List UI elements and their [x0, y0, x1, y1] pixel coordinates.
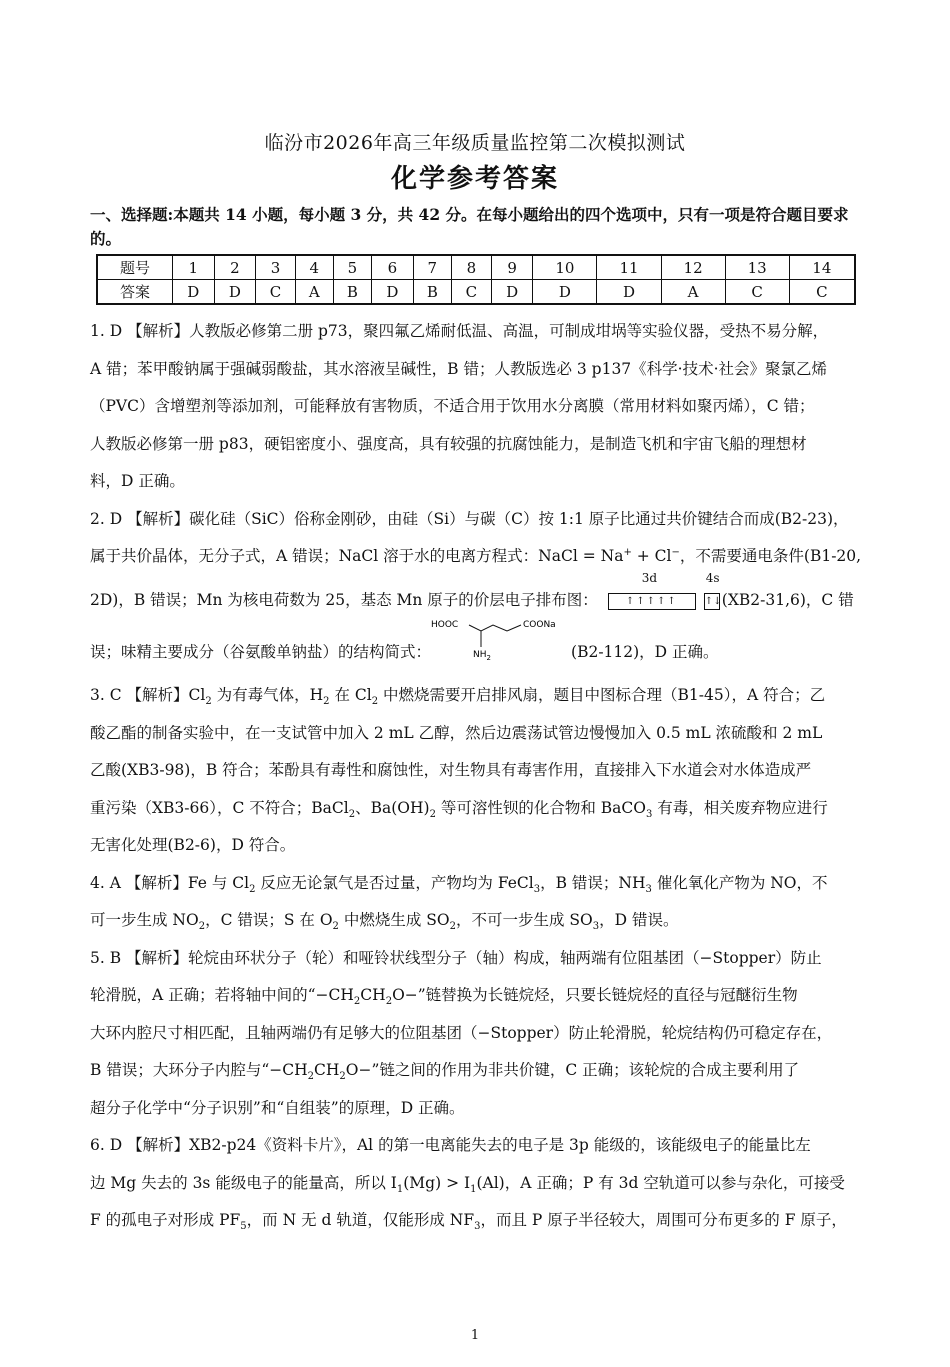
explanations [90, 313, 862, 1240]
table-cell: 4 [295, 255, 333, 280]
table-cell: 11 [597, 255, 661, 280]
table-cell: 13 [725, 255, 789, 280]
table-cell: B [413, 280, 451, 305]
table-cell: 8 [452, 255, 492, 280]
table-cell: D [491, 280, 533, 305]
table-cell: 10 [533, 255, 597, 280]
text-run: ，而 N 无 d 轨道，仅能形成 NF [246, 1211, 475, 1229]
subscript: 3 [533, 883, 541, 895]
text-line [90, 865, 862, 903]
text-run: 2D)，B 错误；Mn 为核电荷数为 25，基态 Mn 原子的价层电子排布图： [90, 590, 598, 609]
text-run: 为有毒气体，H [211, 686, 324, 704]
text-run: 重污染（XB3-66），C 不符合；BaCl [90, 798, 349, 817]
text-line: 人教版必修第一册 p83，硬铝密度小、强度高，具有较强的抗腐蚀能力，是制造飞机和宇宙飞船的理想材 [90, 434, 807, 453]
text-line: 6. D 【解析】XB2-p24《资料卡片》，Al 的第一电离能失去的电子是 3p 能级的，该能级电子的能量比左 [90, 1136, 811, 1154]
text-line [90, 620, 862, 675]
subscript: 2 [249, 883, 256, 895]
text-run: 4. A 【解析】Fe 与 Cl [90, 873, 250, 892]
text-run: ，B 错误；NH [540, 873, 646, 892]
text-run: (Mg) > I [403, 1173, 471, 1192]
subscript: 2 [198, 921, 206, 933]
text-run: F 的孤电子对形成 PF [90, 1211, 241, 1229]
text-run: ，不需要通电条件(B1-20, [679, 547, 862, 565]
subscript: 2 [323, 696, 330, 708]
table-cell: C [725, 280, 789, 305]
table-cell: 2 [214, 255, 256, 280]
table-cell: A [295, 280, 333, 305]
text-run: ，不可一步生成 SO [455, 911, 593, 929]
text-run: CH [313, 1061, 340, 1079]
table-cell: 3 [256, 255, 296, 280]
text-line [90, 677, 862, 715]
subscript: 2 [339, 1071, 346, 1083]
text-run: ，D 错误。 [599, 911, 679, 929]
exam-title: 临汾市2026年高三年级质量监控第二次模拟测试 [264, 132, 686, 154]
text-run: O−”链之间的作用为非共价键，C 正确；该轮烷的合成主要利用了 [345, 1061, 800, 1079]
table-cell: D [214, 280, 256, 305]
explanation-q5 [90, 940, 862, 1128]
orbital-box-4s: ↑↓ [704, 593, 720, 610]
subscript: 2 [449, 921, 456, 933]
table-cell: 9 [491, 255, 533, 280]
subscript: 2 [205, 696, 212, 708]
text-line: 乙酸(XB3-98)，B 符合；苯酚具有毒性和腐蚀性，对生物具有毒害作用，直接排入下水道会对水体造成严 [90, 761, 812, 779]
text-run: O−”链替换为长链烷烃，只要长链烷烃的直径与冠醚衍生物 [392, 986, 798, 1004]
table-cell: C [452, 280, 492, 305]
text-run: 反应无论氯气是否过量，产物均为 FeCl [255, 873, 534, 892]
text-run: 有毒，相关废弃物应进行 [652, 798, 828, 817]
subscript: 3 [474, 1221, 481, 1233]
text-line: 超分子化学中“分子识别”和“自组装”的原理，D 正确。 [90, 1098, 465, 1117]
table-cell: D [533, 280, 597, 305]
table-cell: C [789, 280, 855, 305]
answer-row [97, 280, 855, 305]
text-run: (B2-112)，D 正确。 [571, 643, 719, 661]
subscript: 3 [646, 808, 653, 820]
subscript: 5 [240, 1221, 247, 1233]
explanation-q1 [90, 313, 862, 501]
structure-drawing [431, 611, 581, 671]
structure-label-right: COONa [523, 620, 556, 630]
glutamate-structure [431, 620, 571, 675]
section-heading: 一、选择题:本题共 14 小题，每小题 3 分，共 42 分。在每小题给出的四个选项中，只有一项是符合题目要求的。 [90, 205, 849, 248]
table-cell: C [256, 280, 296, 305]
table-cell: 14 [789, 255, 855, 280]
orbital-label-3d: 3d [641, 570, 658, 585]
text-run: (Al)，A 正确；P 有 3d 空轨道可以参与杂化，可接受 [476, 1173, 845, 1192]
text-run: 边 Mg 失去的 3s 能级电子的能量高，所以 I [90, 1173, 397, 1192]
carbon-chain [469, 625, 521, 631]
subscript: 2 [429, 808, 436, 820]
row-label-answer: 答案 [97, 280, 173, 305]
subscript: 2 [353, 996, 361, 1008]
text-line: 1. D 【解析】人教版必修第二册 p73，聚四氟乙烯耐低温、高温，可制成坩埚等实验仪器，受热不易分解， [90, 322, 829, 340]
text-run: 催化氧化产物为 NO，不 [651, 873, 828, 892]
table-cell: 5 [333, 255, 371, 280]
text-line [90, 1202, 862, 1240]
orbital-diagram [598, 570, 722, 611]
text-run: 误；味精主要成分（谷氨酸单钠盐）的结构简式： [90, 643, 432, 661]
document-title: 化学参考答案 [390, 164, 559, 194]
explanation-q3 [90, 677, 862, 865]
text-line: 无害化处理(B2-6)，D 符合。 [90, 836, 296, 854]
table-cell: 6 [372, 255, 414, 280]
table-cell: 7 [413, 255, 451, 280]
text-run: ，而且 P 原子半径较大，周围可分布更多的 F 原子， [480, 1211, 847, 1229]
text-run: 等可溶性钡的化合物和 BaCO [435, 798, 646, 817]
subscript: 2 [348, 808, 356, 820]
subscript: 3 [645, 883, 652, 895]
text-line: （PVC）含增塑剂等添加剂，可能释放有害物质，不适合用于饮用水分离膜（常用材料如聚丙烯），C 错； [90, 397, 815, 415]
text-run: 、Ba(OH) [355, 798, 430, 817]
text-run: 中燃烧生成 SO [338, 911, 450, 929]
subscript: 2 [371, 696, 379, 708]
table-cell: B [333, 280, 371, 305]
explanation-q2 [90, 501, 862, 676]
text-line [90, 1052, 862, 1090]
text-run: CH [360, 986, 386, 1004]
text-run: B 错误；大环分子内腔与“−CH [90, 1061, 308, 1079]
table-cell: D [372, 280, 414, 305]
text-run: 可一步生成 NO [90, 911, 199, 929]
structure-label-amine: $NH_2$ [473, 650, 491, 662]
answer-table [96, 254, 856, 305]
structure-label-left: HOOC [431, 620, 459, 630]
orbital-label-4s: 4s [705, 570, 720, 585]
text-run: ，C 错误；S 在 O [205, 911, 333, 929]
table-cell: D [173, 280, 215, 305]
text-line: 5. B 【解析】轮烷由环状分子（轮）和哑铃状线型分子（轴）构成，轴两端有位阻基团（−Stopper）防止 [90, 948, 822, 967]
text-run: + Cl [631, 547, 672, 565]
text-line [90, 1165, 862, 1203]
subscript: 2 [385, 996, 393, 1008]
text-run: (XB2-31,6)，C 错 [721, 590, 854, 609]
explanation-q4 [90, 865, 862, 940]
orbital-boxes-3d: ↑↑↑↑↑ [608, 593, 696, 610]
text-line [90, 538, 862, 576]
page-number: 1 [470, 1328, 480, 1343]
text-run: 属于共价晶体，无分子式，A 错误；NaCl 溶于水的电离方程式：NaCl = Na [90, 547, 624, 565]
text-run: 3. C 【解析】Cl [90, 686, 206, 704]
text-run: 中燃烧需要开启排风扇，题目中图标合理（B1-45），A 符合；乙 [378, 686, 826, 704]
subscript: 1 [396, 1183, 404, 1195]
superscript: − [671, 546, 680, 558]
text-line: 2. D 【解析】碳化硅（SiC）俗称金刚砂，由硅（Si）与碳（C）按 1:1 原子比通过共价键结合而成(B2-23)， [90, 509, 849, 528]
subscript: 1 [470, 1183, 477, 1195]
text-line: 大环内腔尺寸相匹配，且轴两端仍有足够大的位阻基团（−Stopper）防止轮滑脱，轮烷结构仍可稳定存在， [90, 1023, 833, 1042]
explanation-q6 [90, 1127, 862, 1240]
question-number-row [97, 255, 855, 280]
table-cell: D [597, 280, 661, 305]
text-run: 轮滑脱，A 正确；若将轴中间的“−CH [90, 986, 354, 1004]
text-line [90, 977, 862, 1015]
superscript: + [623, 546, 632, 558]
text-line [90, 790, 862, 828]
text-line: 料，D 正确。 [90, 472, 185, 490]
text-line: A 错；苯甲酸钠属于强碱弱酸盐，其水溶液呈碱性，B 错；人教版选必 3 p137《科学·技术·社会》聚氯乙烯 [90, 359, 828, 378]
text-line: 酸乙酯的制备实验中，在一支试管中加入 2 mL 乙醇，然后边震荡试管边慢慢加入 0.5 mL 浓硫酸和 2 mL [90, 723, 823, 742]
subscript: 2 [307, 1071, 314, 1083]
subscript: 3 [592, 921, 600, 933]
text-line [90, 902, 862, 940]
subscript: 2 [332, 921, 339, 933]
row-label-number: 题号 [97, 255, 173, 280]
text-run: 在 Cl [329, 686, 372, 704]
table-cell: 12 [661, 255, 725, 280]
table-cell: A [661, 280, 725, 305]
table-cell: 1 [173, 255, 215, 280]
